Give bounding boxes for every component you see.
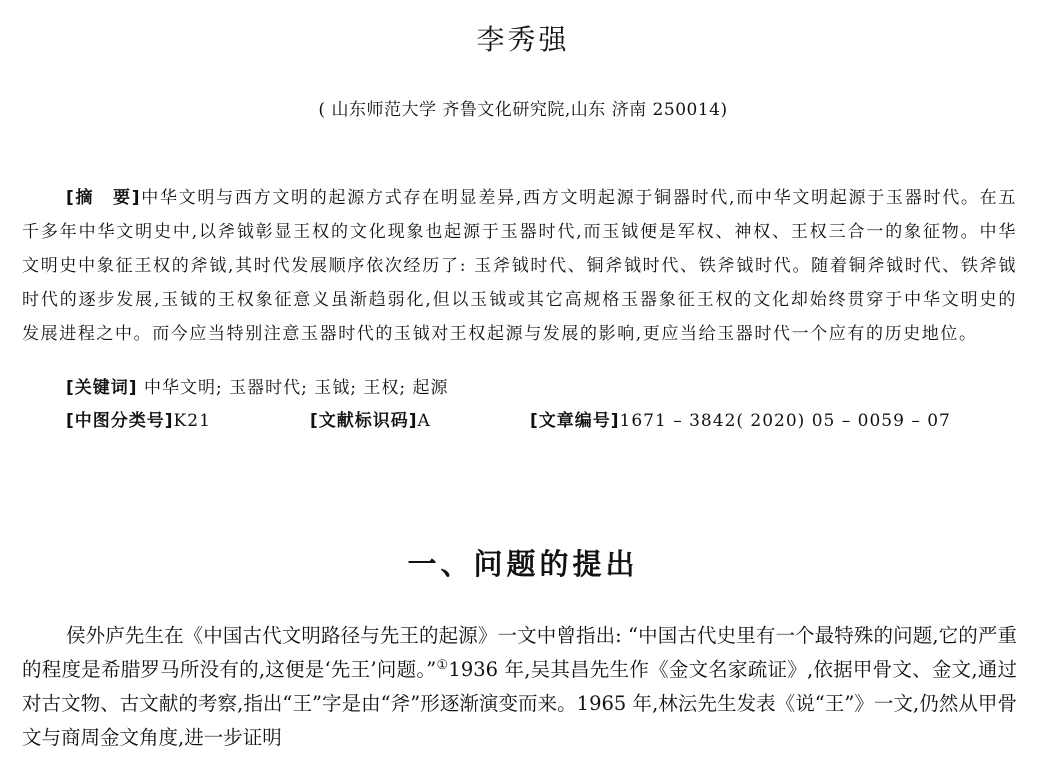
keywords-label: [关键词] [66, 378, 138, 398]
body-text-part2: 1936 年,吴其昌先生作《金文名家疏证》,依据甲骨文、金文,通过对古文物、古文献的考察,指出“王”字是由“斧”形逐渐演变而来。1965 年,林沄先生发表《说“王”》一文,仍然从甲骨文与商周金文角度,进一步证明 [22, 658, 1017, 749]
classification-value: K21 [173, 411, 211, 431]
author-name: 李秀强 [476, 23, 570, 56]
article-number-value: 1671 – 3842( 2020) 05 – 0059 – 07 [619, 411, 951, 431]
article-number [530, 406, 951, 431]
keywords-text: 中华文明; 玉器时代; 玉钺; 王权; 起源 [143, 378, 449, 398]
keywords [66, 373, 448, 398]
body-paragraph [22, 619, 1017, 755]
abstract [22, 181, 1017, 351]
document-code-value: A [417, 411, 431, 431]
section-title: 一、问题的提出 [407, 547, 639, 581]
abstract-label: [摘 要] [66, 188, 142, 208]
author-affiliation: ( 山东师范大学 齐鲁文化研究院,山东 济南 250014) [318, 100, 728, 120]
document-code-label: [文献标识码] [310, 411, 418, 431]
document-code [310, 406, 431, 431]
classification-label: [中图分类号] [66, 411, 174, 431]
article-number-label: [文章编号] [530, 411, 620, 431]
classification-number [66, 406, 211, 431]
abstract-text: 中华文明与西方文明的起源方式存在明显差异,西方文明起源于铜器时代,而中华文明起源于玉器时代。在五千多年中华文明史中,以斧钺彰显王权的文化现象也起源于玉器时代,而玉钺便是军权、神权、王权三合一的象征物。中华文明史中象征王权的斧钺,其时代发展顺序依次经历了: 玉斧钺时代、铜斧钺时代、铁斧钺时代。随着铜斧钺时代、铁斧钺时代的逐步发展,玉钺的王权象征意义虽渐趋弱化,但以玉钺或其它高规格玉器象征王权的文化却始终贯穿于中华文明史的发展进程之中。而今应当特别注意玉器时代的玉钺对王权起源与发展的影响,更应当给玉器时代一个应有的历史地位。 [22, 188, 1018, 344]
body-text-part1: 侯外庐先生在《中国古代文明路径与先王的起源》一文中曾指出: “中国古代史里有一个最特殊的问题,它的严重的程度是希腊罗马所没有的,这便是‘先王’问题。” [22, 624, 1017, 681]
footnote-marker[interactable]: ① [436, 658, 449, 673]
